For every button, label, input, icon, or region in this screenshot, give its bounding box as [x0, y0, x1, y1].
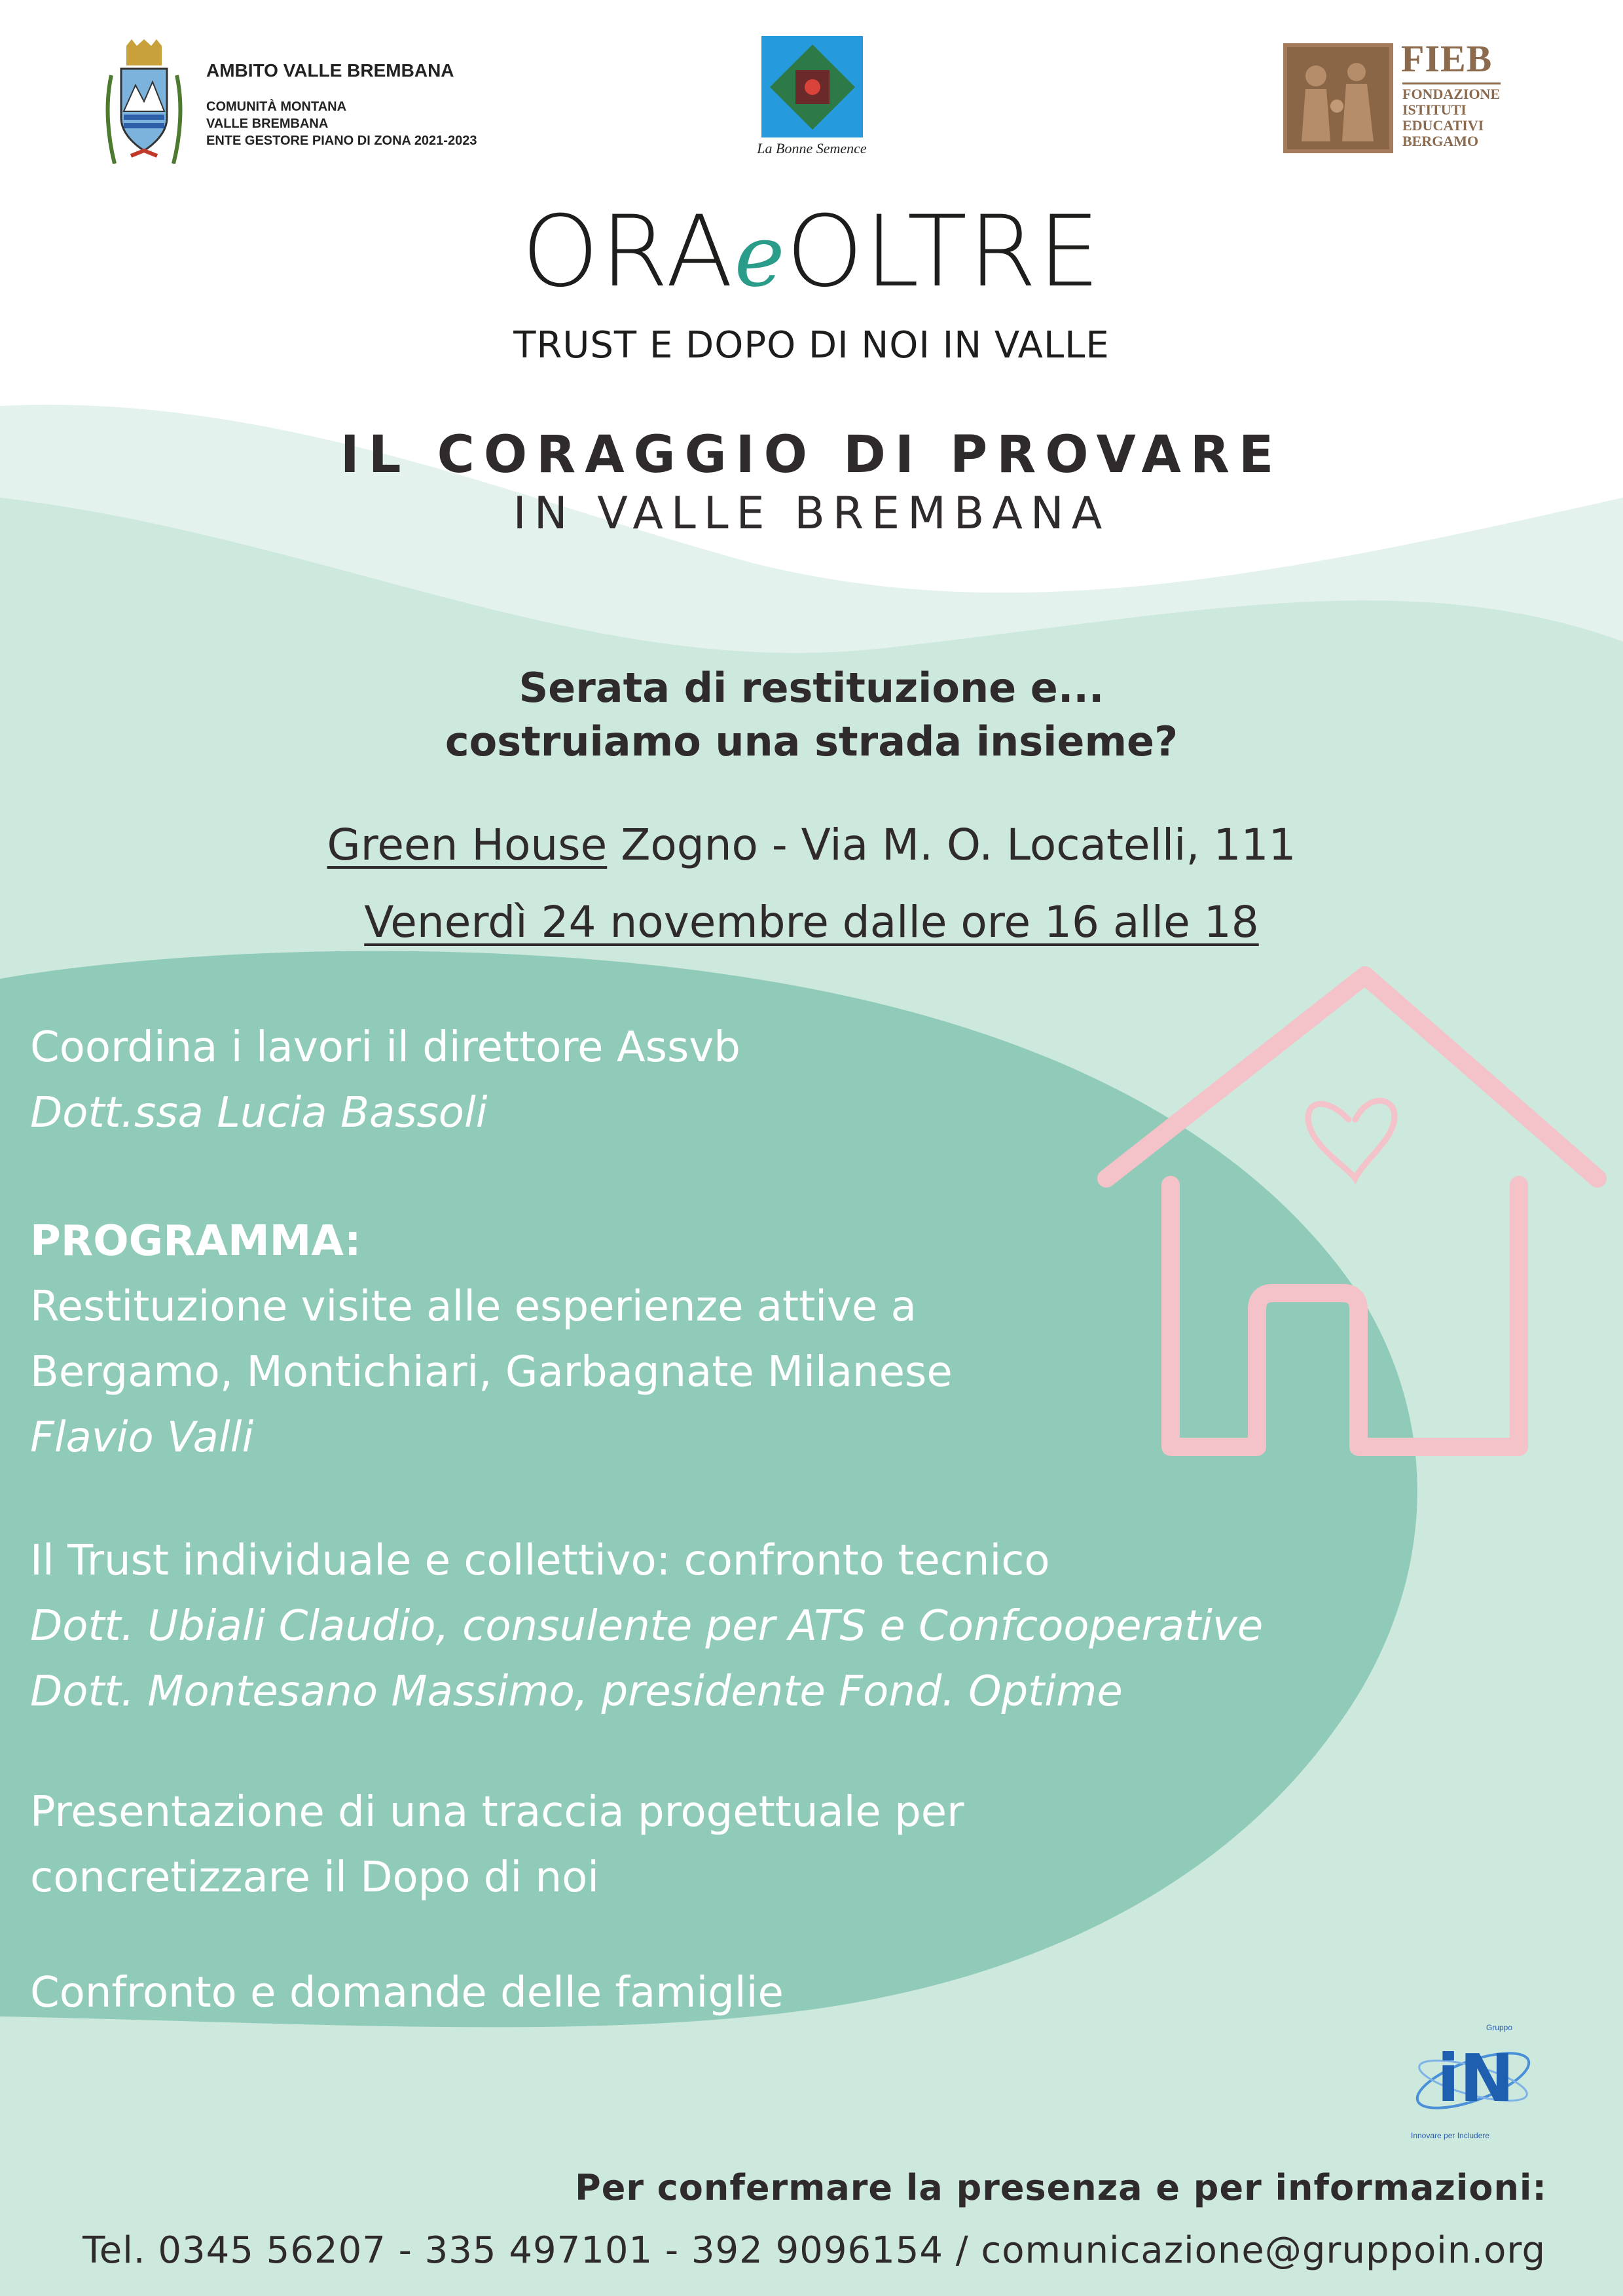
program-item-4: Confronto e domande delle famiglie — [30, 1969, 784, 2017]
fieb-line-2: ISTITUTI — [1402, 101, 1467, 118]
program-heading: PROGRAMMA: — [30, 1217, 361, 1266]
fieb-relief-image-icon — [1283, 43, 1393, 153]
event-date-text: Venerdì 24 novembre dalle ore 16 alle 18 — [364, 897, 1259, 947]
brand-logo — [0, 196, 1623, 312]
program-item-3-line-2: concretizzare il Dopo di noi — [30, 1853, 599, 1902]
event-title-line-2: costruiamo una strada insieme? — [445, 718, 1178, 765]
coord-name: Dott.ssa Lucia Bassoli — [30, 1089, 488, 1137]
ente-title: AMBITO VALLE BREMBANA — [206, 60, 454, 81]
venue-address: Zogno - Via M. O. Locatelli, 111 — [607, 820, 1296, 870]
ente-line-3: ENTE GESTORE PIANO DI ZONA 2021-2023 — [206, 134, 477, 148]
program-item-2-line-1: Il Trust individuale e collettivo: confronto tecnico — [30, 1537, 1050, 1585]
brand-part-oltre: OLTRE — [786, 195, 1102, 309]
coord-line: Coordina i lavori il direttore Assvb — [30, 1023, 740, 1072]
brand-part-ora: ORA — [521, 195, 735, 309]
program-block — [30, 1015, 1536, 2026]
event-title-line-1: Serata di restituzione e... — [519, 664, 1104, 712]
ente-line-2: VALLE BREMBANA — [206, 117, 329, 131]
program-item-1-speaker: Flavio Valli — [30, 1413, 254, 1462]
fieb-divider — [1402, 82, 1501, 84]
fieb-line-4: BERGAMO — [1402, 133, 1479, 149]
la-bonne-semence-caption: La Bonne Semence — [757, 140, 867, 156]
la-bonne-semence-logo-icon — [761, 36, 863, 137]
headline-line-1: IL CORAGGIO DI PROVARE — [340, 426, 1283, 484]
program-item-1-line-2: Bergamo, Montichiari, Garbagnate Milanese — [30, 1348, 953, 1396]
program-item-2-speaker-2: Dott. Montesano Massimo, presidente Fond. Optime — [30, 1667, 1123, 1716]
event-date — [0, 897, 1623, 947]
brand-tagline: TRUST E DOPO DI NOI IN VALLE — [513, 324, 1110, 367]
footer-contacts: Tel. 0345 56207 - 335 497101 - 392 9096154 / comunicazione@gruppoin.org — [82, 2229, 1546, 2272]
gruppo-in-mark: iN — [1437, 2040, 1514, 2117]
venue-name: Green House — [327, 820, 608, 870]
fieb-acronym: FIEB — [1401, 37, 1493, 80]
event-venue — [0, 820, 1623, 870]
coat-of-arms-icon — [101, 39, 187, 164]
fieb-line-3: EDUCATIVI — [1402, 117, 1484, 134]
fieb-line-1: FONDAZIONE — [1402, 86, 1501, 102]
gruppo-in-logo — [1408, 2023, 1539, 2147]
program-item-3-line-1: Presentazione di una traccia progettuale per — [30, 1788, 964, 1836]
program-item-1-line-1: Restituzione visite alle esperienze attive a — [30, 1283, 917, 1331]
program-item-2-speaker-1: Dott. Ubiali Claudio, consulente per ATS e Confcooperative — [30, 1602, 1264, 1650]
headline-line-2: IN VALLE BREMBANA — [513, 488, 1110, 539]
gruppo-in-label: Gruppo — [1486, 2023, 1513, 2032]
ente-line-1: COMUNITÀ MONTANA — [206, 100, 347, 114]
footer-cta: Per confermare la presenza e per informazioni: — [575, 2167, 1547, 2208]
gruppo-in-tagline: Innovare per Includere — [1411, 2131, 1490, 2140]
brand-part-e: e — [734, 206, 786, 306]
